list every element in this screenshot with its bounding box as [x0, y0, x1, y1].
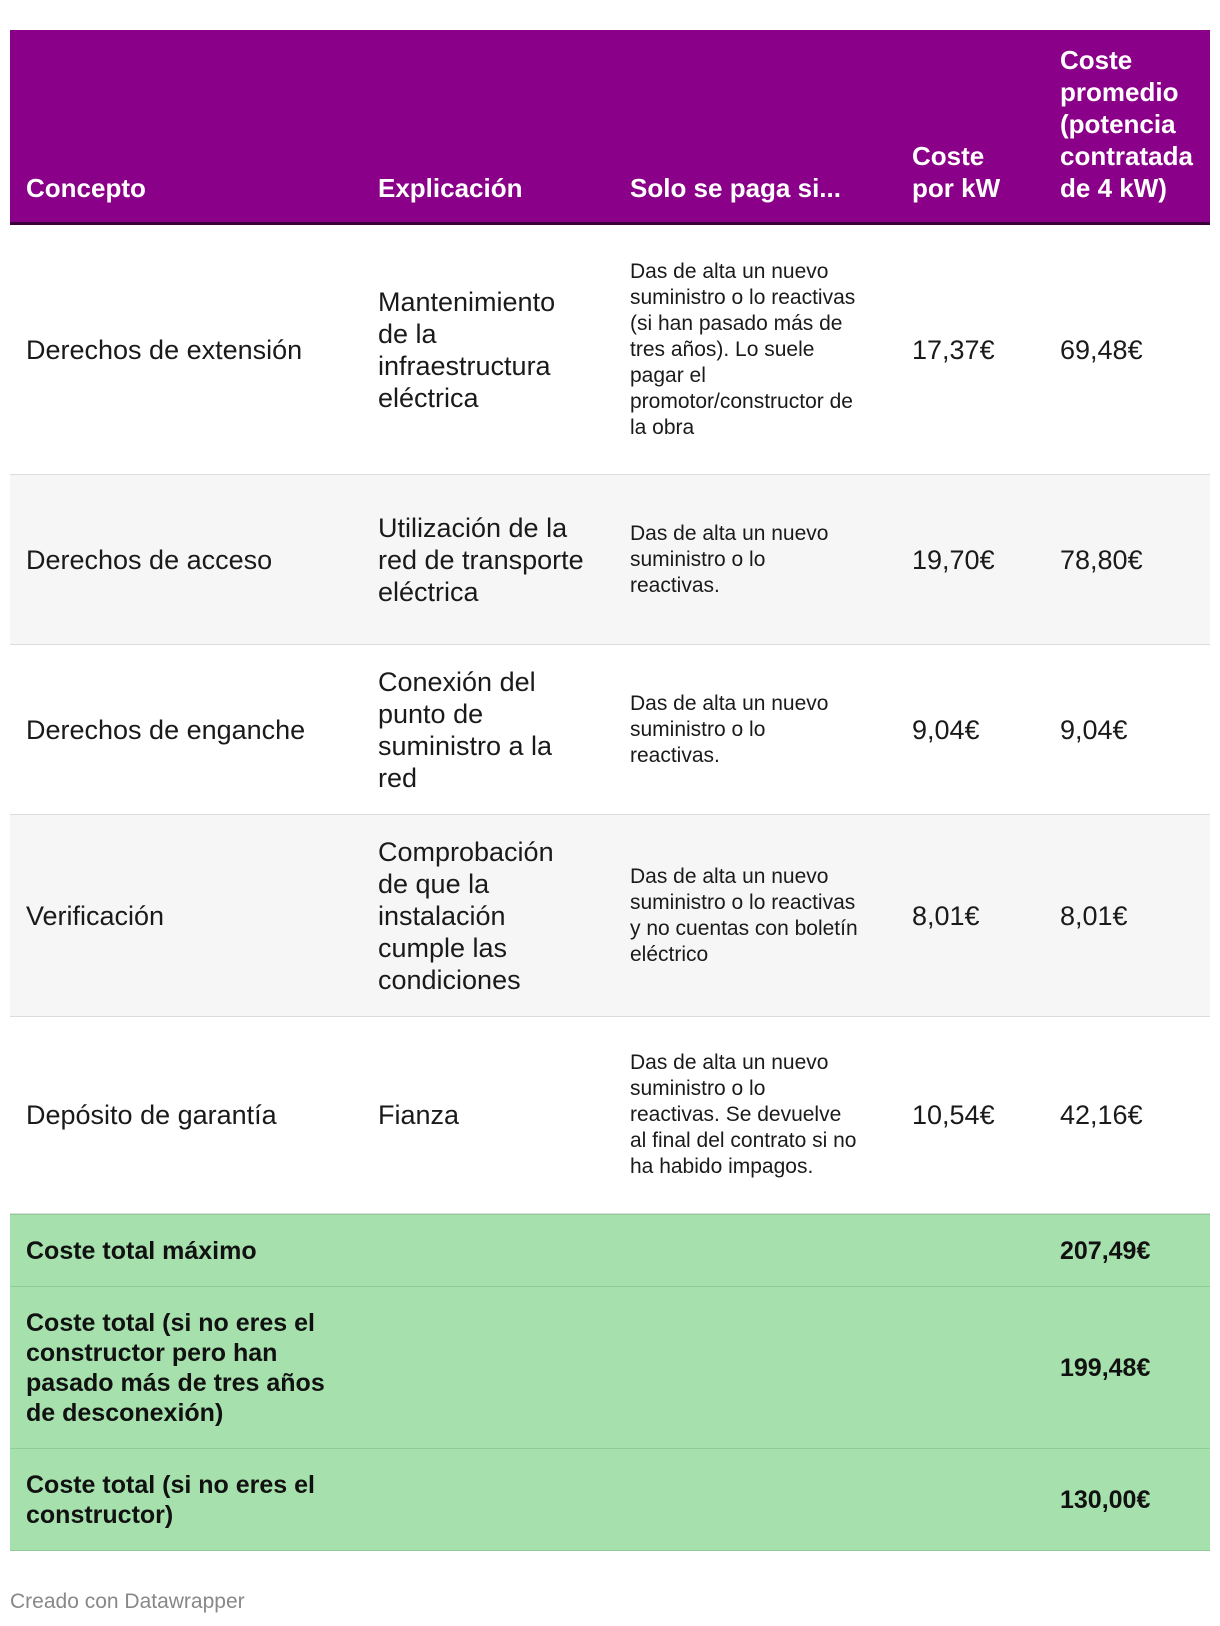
footer-credit: Creado con Datawrapper: [10, 1590, 245, 1613]
cost-table: [10, 30, 1210, 1551]
header-coste-promedio: Coste promedio (potencia contratada de 4 kW): [1060, 45, 1193, 203]
row-explicacion: Comprobación de que la instalación cumple las condiciones: [378, 836, 554, 995]
header-concepto: Concepto: [26, 173, 146, 203]
table-row: [10, 815, 1210, 1017]
table-row: [10, 475, 1210, 645]
row-concepto: Derechos de extensión: [26, 334, 303, 365]
row-coste-promedio: 69,48€: [1060, 334, 1143, 365]
total-label: Coste total (si no eres el constructor pero han pasado más de tres años de desconexión): [26, 1308, 325, 1427]
total-value: 207,49€: [1060, 1236, 1151, 1265]
row-coste-promedio: 9,04€: [1060, 714, 1128, 745]
header-coste-por-kw: Coste por kW: [912, 141, 1001, 203]
row-coste-promedio: 42,16€: [1060, 1100, 1143, 1130]
row-coste-kw: 17,37€: [912, 334, 995, 365]
table-row: [10, 1017, 1210, 1214]
row-condicion: Das de alta un nuevo suministro o lo reactivas (si han pasado más de tres años). Lo suele pagar el promotor/constructor de la obra: [630, 259, 856, 439]
total-value: 130,00€: [1060, 1485, 1151, 1514]
row-coste-promedio: 78,80€: [1060, 544, 1143, 575]
row-explicacion: Mantenimiento de la infraestructura eléctrica: [378, 286, 556, 413]
row-concepto: Verificación: [26, 900, 165, 931]
table-row: [10, 225, 1210, 475]
total-label: Coste total máximo: [26, 1236, 257, 1265]
total-row: [10, 1449, 1210, 1551]
header-solo-se-paga: Solo se paga si...: [630, 173, 841, 203]
row-explicacion: Conexión del punto de suministro a la red: [378, 666, 553, 793]
total-row: [10, 1287, 1210, 1449]
row-coste-promedio: 8,01€: [1060, 900, 1128, 931]
table-header: [10, 30, 1210, 225]
row-condicion: Das de alta un nuevo suministro o lo reactivas. Se devuelve al final del contrato si no ha habido impagos.: [630, 1051, 857, 1178]
row-coste-kw: 8,01€: [912, 900, 980, 931]
row-condicion: Das de alta un nuevo suministro o lo reactivas.: [630, 521, 829, 597]
row-condicion: Das de alta un nuevo suministro o lo reactivas.: [630, 691, 829, 767]
header-explicacion: Explicación: [378, 173, 523, 203]
total-value: 199,48€: [1060, 1353, 1151, 1382]
row-coste-kw: 9,04€: [912, 714, 980, 745]
total-row: [10, 1214, 1210, 1287]
row-explicacion: Fianza: [378, 1100, 460, 1130]
total-label: Coste total (si no eres el constructor): [26, 1470, 315, 1529]
row-condicion: Das de alta un nuevo suministro o lo reactivas y no cuentas con boletín eléctrico: [630, 864, 858, 966]
row-concepto: Derechos de enganche: [26, 714, 306, 745]
table-row: [10, 645, 1210, 815]
row-coste-kw: 19,70€: [912, 544, 995, 575]
row-concepto: Derechos de acceso: [26, 544, 273, 575]
row-concepto: Depósito de garantía: [26, 1100, 277, 1130]
row-explicacion: Utilización de la red de transporte eléctrica: [378, 512, 584, 607]
row-coste-kw: 10,54€: [912, 1100, 995, 1130]
